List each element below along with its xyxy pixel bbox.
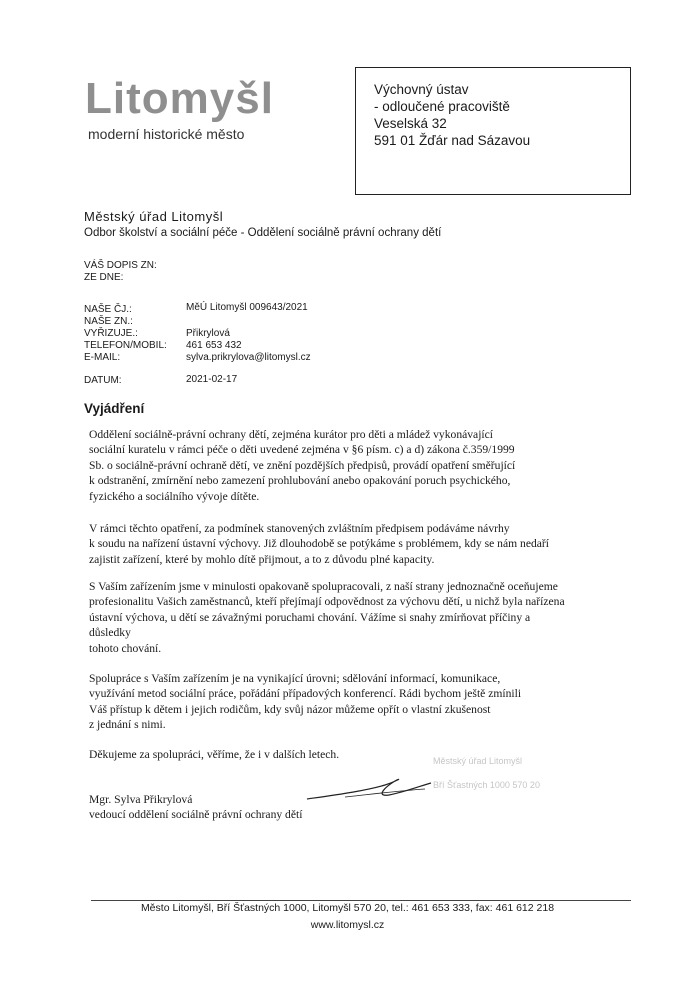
text-line: Váš přístup k dětem i jejich rodičům, kdy svůj názor můžeme opřít o vlastní zkušenost [89,702,491,716]
text-line: tohoto chování. [89,641,162,655]
text-line: k soudu na nařízení ústavní výchovy. Již dlouhodobě se potýkáme s problémem, kdy se nám nedaří [89,537,549,551]
phone-label: TELEFON/MOBIL: [84,340,167,351]
stamp-line: Městský úřad Litomyšl [433,756,523,766]
footer-web: www.litomysl.cz [310,919,385,931]
footer-address: Město Litomyšl, Bří Šťastných 1000, Litomyšl 570 20, tel.: 461 653 333, fax: 461 612 218 [140,902,555,914]
paragraph [89,427,609,504]
handwritten-signature [305,775,435,805]
from-date-label: ZE DNE: [84,272,124,283]
text-line: profesionalitu Vašich zaměstnanců, kteří přejímají odpovědnost za výchovu dětí, u nichž byla nařízena [89,595,565,609]
text-line: V rámci těchto opatření, za podmínek stanovených zvláštním předpisem podáváme návrhy [89,522,510,535]
text-line: z jednání s nimi. [89,718,166,732]
text-line: fyzického a sociálního vývoje dítěte. [89,489,260,503]
text-line: využívání metod sociální práce, pořádání případových konferencí. Rádi bychom ještě zmínili [89,687,522,701]
text-line: k odstranění, zmírnění nebo zamezení prohlubování anebo opakování poruch psychického, [89,474,511,488]
footer-divider [91,900,631,901]
handled-by-value: Přikrylová [186,328,230,339]
recipient-line: Výchovný ústav [374,82,469,97]
text-line: Sb. o sociálně-právní ochraně dětí, ve znění pozdějších předpisů, provádí opatření směřující [89,458,516,472]
text-line: Děkujeme za spolupráci, věříme, že i v dalších letech. [89,748,340,761]
date-value: 2021-02-17 [186,374,238,385]
recipient-line: Veselská 32 [374,116,447,131]
recipient-line: 591 01 Žďár nad Sázavou [374,133,531,148]
paragraph [89,671,609,733]
recipient-address-box [355,67,631,195]
our-ref-value: MěÚ Litomyšl 009643/2021 [186,302,308,313]
paragraph [89,521,609,567]
paragraph [89,579,609,656]
date-label: DATUM: [84,375,122,386]
stamp-line: Bří Šťastných 1000 570 20 [433,780,540,790]
your-letter-label: VÁŠ DOPIS ZN: [84,260,157,271]
handled-by-label: VYŘIZUJE.: [84,328,138,339]
our-ref-label: NAŠE ČJ.: [84,304,132,315]
logo-wordmark: Litomyšl [85,74,274,123]
department-name: Odbor školství a sociální péče - Oddělení sociálně právní ochrany dětí [84,227,442,239]
email-value: sylva.prikrylova@litomysl.cz [186,352,311,363]
text-line: ústavní výchova, u dětí se závažnými poruchami chování. Vážíme si snahy zmírňovat příčiny a [89,610,531,624]
text-line: zajistit zařízení, které by mohlo dítě přijmout, a to z důvodu plné kapacity. [89,552,435,566]
office-name: Městský úřad Litomyšl [84,209,224,224]
recipient-line: - odloučené pracoviště [374,99,510,114]
signer-title: vedoucí oddělení sociálně právní ochrany dětí [89,808,303,821]
text-line: Oddělení sociálně-právní ochrany dětí, zejména kurátor pro děti a mládež vykonávající [89,428,494,441]
text-line: S Vaším zařízením jsme v minulosti opakovaně spolupracovali, z naší strany jednoznačně oceňujeme [89,580,558,593]
text-line: Spolupráce s Vaším zařízením je na vynikající úrovni; sdělování informací, komunikace, [89,672,501,685]
email-label: E-MAIL: [84,352,121,363]
logo-tagline: moderní historické město [88,126,245,142]
official-stamp [433,756,540,790]
our-file-label: NAŠE ZN.: [84,316,133,327]
letter-heading: Vyjádření [84,401,145,416]
phone-value: 461 653 432 [186,340,242,351]
text-line: sociální kuratelu v rámci péče o děti uvedené zejména v §6 písm. c) a d) zákona č.359/1999 [89,443,515,457]
signer-name: Mgr. Sylva Přikrylová [89,793,193,806]
text-line: důsledky [89,626,131,640]
